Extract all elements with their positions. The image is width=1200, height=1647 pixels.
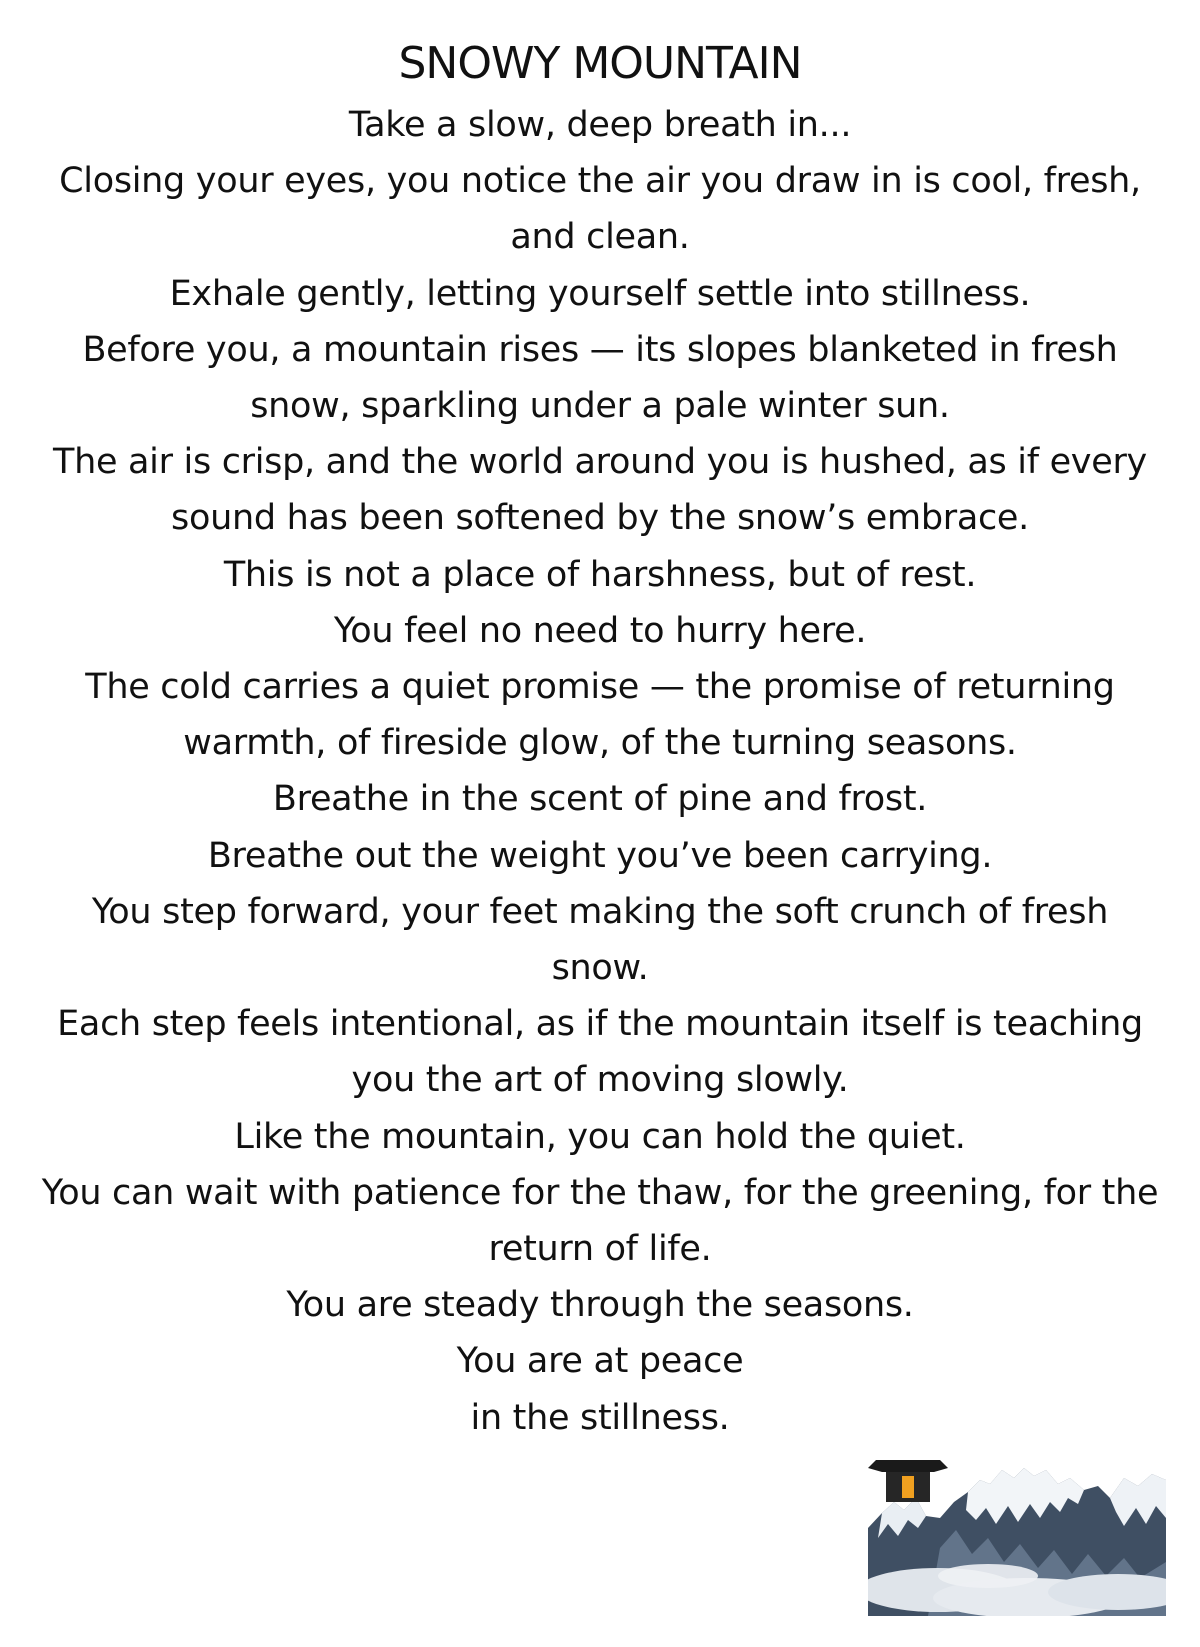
poem-line: Breathe in the scent of pine and frost. [272,779,928,820]
poem-line: in the stillness. [470,1397,730,1438]
poem-line: Each step feels intentional, as if the mountain itself is teaching you the art of moving slowly. [57,1004,1143,1101]
poem-line: Exhale gently, letting yourself settle into stillness. [169,273,1031,314]
poem-line: You step forward, your feet making the soft crunch of fresh snow. [91,891,1109,989]
poem-line: The air is crisp, and the world around you is hushed, as if every sound has been softened by the snow’s embrace. [53,442,1147,539]
snowy-mountain-illustration-icon [868,1458,1166,1616]
poem-line: You feel no need to hurry here. [333,610,867,651]
poem-line: This is not a place of harshness, but of rest. [223,554,977,595]
poem-line: The cold carries a quiet promise — the promise of returning warmth, of fireside glow, of the turning seasons. [85,667,1115,764]
lantern-roof-icon [868,1460,948,1472]
page-title: SNOWY MOUNTAIN [398,38,802,89]
poem-line: Closing your eyes, you notice the air you draw in is cool, fresh, and clean. [59,161,1141,258]
lantern-glow-icon [902,1476,914,1498]
poem-line: Breathe out the weight you’ve been carrying. [207,835,993,876]
cloud [938,1564,1038,1588]
poem-line: Take a slow, deep breath in... [348,105,852,145]
poem-line: You are steady through the seasons. [286,1285,914,1326]
poem-text [40,97,1160,1446]
poem-line: You are at peace [456,1341,744,1382]
poem-line: You can wait with patience for the thaw, for the greening, for the return of life. [41,1172,1159,1270]
poem-line: Before you, a mountain rises — its slopes blanketed in fresh snow, sparkling under a pale winter sun. [82,329,1118,427]
poem-line: Like the mountain, you can hold the quiet. [234,1116,966,1157]
